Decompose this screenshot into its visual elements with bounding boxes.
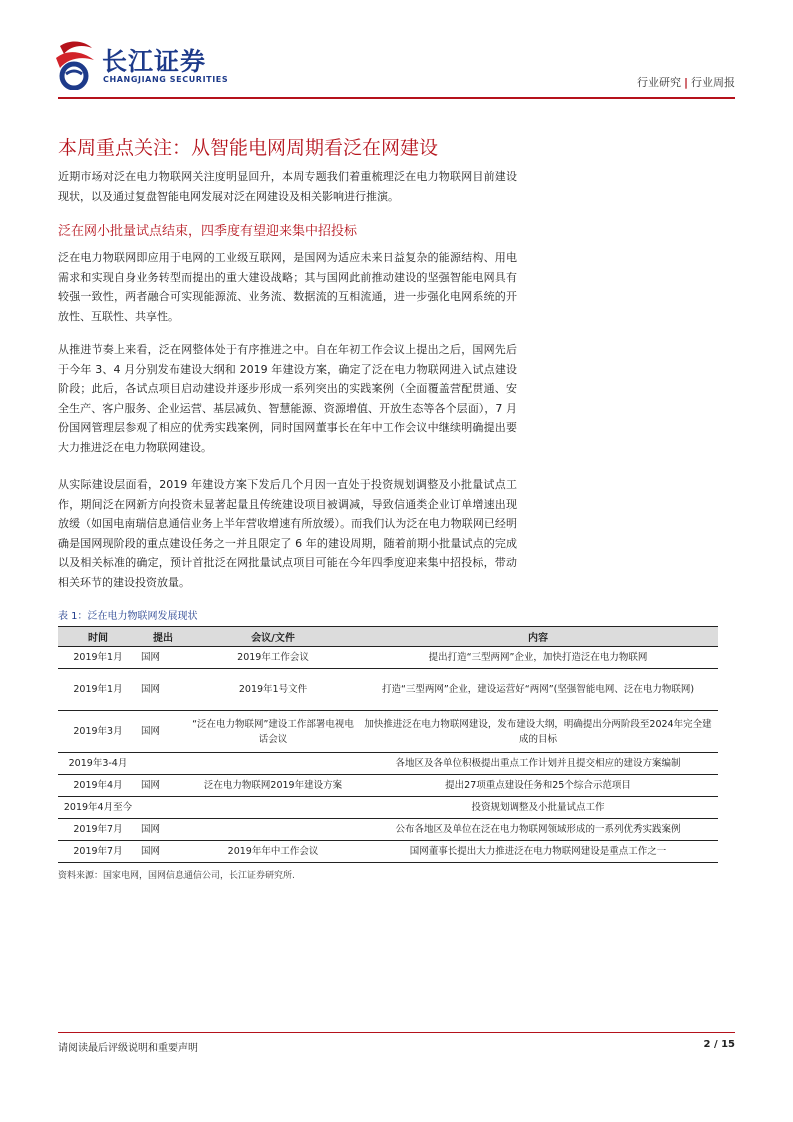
- table-row: [58, 647, 718, 669]
- table-row: [58, 775, 718, 797]
- column-header: 会议/文件: [188, 627, 358, 647]
- cell-content: 各地区及各单位积极提出重点工作计划并且提交相应的建设方案编制: [358, 753, 718, 775]
- subcategory-label: 行业周报: [691, 76, 735, 89]
- category-separator: |: [683, 76, 688, 89]
- cell-time: 2019年7月: [58, 819, 138, 841]
- cell-document: [188, 753, 358, 775]
- disclaimer-notice: 请阅读最后评级说明和重要声明: [58, 1043, 198, 1054]
- category-label: 行业研究: [636, 76, 681, 89]
- cell-time: 2019年7月: [58, 841, 138, 863]
- cell-proposer: [138, 797, 188, 819]
- cell-time: 2019年3月: [58, 711, 138, 753]
- logo-chinese-name: 长江证券: [102, 47, 207, 76]
- table-row: [58, 753, 718, 775]
- cell-content: 国网董事长提出大力推进泛在电力物联网建设是重点工作之一: [358, 841, 718, 863]
- paragraph-3: 从实际建设层面看，2019 年建设方案下发后几个月因一直处于投资规划调整及小批量试点工作，期间泛在网新方向投资未显著起量且传统建设项目被调减，导致信通类企业订单增速出现放缓（如国电南瑞信息通信业务上半年营收增速有所放缓）。而我们认为泛在电力物联网已经明确是国网现阶段的重点建设任务之一并且限定了 6 年的建设周期，随着前期小批量试点的完成以及相关标准的确定，预计首批泛在网批量试点项目可能在今年四季度迎来集中招投标，带动相关环节的建设投资放量。: [58, 478, 517, 589]
- changjiang-emblem-icon: [52, 38, 98, 90]
- column-header: 内容: [358, 627, 718, 647]
- cell-proposer: 国网: [138, 775, 188, 797]
- company-logo: [52, 38, 252, 94]
- table-caption: 表 1：泛在电力物联网发展现状: [58, 611, 198, 622]
- page-number: 2 / 15: [703, 1039, 735, 1050]
- cell-proposer: [138, 753, 188, 775]
- cell-document: 2019年工作会议: [188, 647, 358, 669]
- cell-document: 泛在电力物联网2019年建设方案: [188, 775, 358, 797]
- table-row: [58, 841, 718, 863]
- cell-proposer: 国网: [138, 647, 188, 669]
- report-category: [637, 74, 735, 90]
- column-header: 时间: [58, 627, 138, 647]
- cell-proposer: 国网: [138, 711, 188, 753]
- cell-proposer: 国网: [138, 669, 188, 711]
- cell-content: 提出27项重点建设任务和25个综合示范项目: [358, 775, 718, 797]
- cell-document: [188, 819, 358, 841]
- header-divider: [58, 97, 735, 99]
- cell-document: 2019年1号文件: [188, 669, 358, 711]
- cell-content: 公布各地区及单位在泛在电力物联网领域形成的一系列优秀实践案例: [358, 819, 718, 841]
- cell-time: 2019年1月: [58, 647, 138, 669]
- cell-document: 2019年年中工作会议: [188, 841, 358, 863]
- paragraph-1: 泛在电力物联网即应用于电网的工业级互联网，是国网为适应未来日益复杂的能源结构、用电需求和实现自身业务转型而提出的重大建设战略；其与国网此前推动建设的坚强智能电网具有较强一致性，两者融合可实现能源流、业务流、数据流的互相流通，进一步强化电网系统的开放性、互联性、共享性。: [58, 251, 517, 323]
- table-source-note: 资料来源：国家电网，国网信息通信公司，长江证券研究所.: [58, 871, 295, 881]
- footer-divider: [58, 1032, 735, 1033]
- section-title: 本周重点关注：从智能电网周期看泛在网建设: [58, 137, 439, 159]
- section-subtitle: 泛在网小批量试点结束，四季度有望迎来集中招投标: [58, 224, 358, 239]
- cell-content: 打造“三型两网”企业，建设运营好“两网”(坚强智能电网、泛在电力物联网): [358, 669, 718, 711]
- cell-document: [188, 797, 358, 819]
- cell-content: 投资规划调整及小批量试点工作: [358, 797, 718, 819]
- cell-proposer: 国网: [138, 819, 188, 841]
- cell-time: 2019年1月: [58, 669, 138, 711]
- cell-content: 提出打造“三型两网”企业，加快打造泛在电力物联网: [358, 647, 718, 669]
- cell-time: 2019年3-4月: [58, 753, 138, 775]
- table-row: [58, 819, 718, 841]
- column-header: 提出: [138, 627, 188, 647]
- logo-english-name: CHANGJIANG SECURITIES: [103, 75, 229, 84]
- paragraph-2: 从推进节奏上来看，泛在网整体处于有序推进之中。自在年初工作会议上提出之后，国网先后于今年 3、4 月分别发布建设大纲和 2019 年建设方案，确定了泛在电力物联网进入试点建设阶段；此后，各试点项目启动建设并逐步形成一系列突出的实践案例（全面覆盖营配贯通、安全生产、客户服务、企业运营、基层减负、智慧能源、资源增值、开放生态等各个层面），7 月份国网管理层参观了相应的优秀实践案例，同时国网董事长在年中工作会议中继续明确提出要大力推进泛在电力物联网建设。: [58, 343, 517, 454]
- development-status-table: [58, 626, 718, 863]
- cell-document: “泛在电力物联网”建设工作部署电视电话会议: [188, 711, 358, 753]
- cell-proposer: 国网: [138, 841, 188, 863]
- table-row: [58, 711, 718, 753]
- cell-time: 2019年4月: [58, 775, 138, 797]
- table-row: [58, 669, 718, 711]
- table-header-row: [58, 627, 718, 647]
- cell-time: 2019年4月至今: [58, 797, 138, 819]
- table-row: [58, 797, 718, 819]
- intro-paragraph: 近期市场对泛在电力物联网关注度明显回升，本周专题我们着重梳理泛在电力物联网目前建设现状，以及通过复盘智能电网发展对泛在网建设及相关影响进行推演。: [58, 170, 517, 203]
- cell-content: 加快推进泛在电力物联网建设，发布建设大纲，明确提出分两阶段至2024年完全建成的目标: [358, 711, 718, 753]
